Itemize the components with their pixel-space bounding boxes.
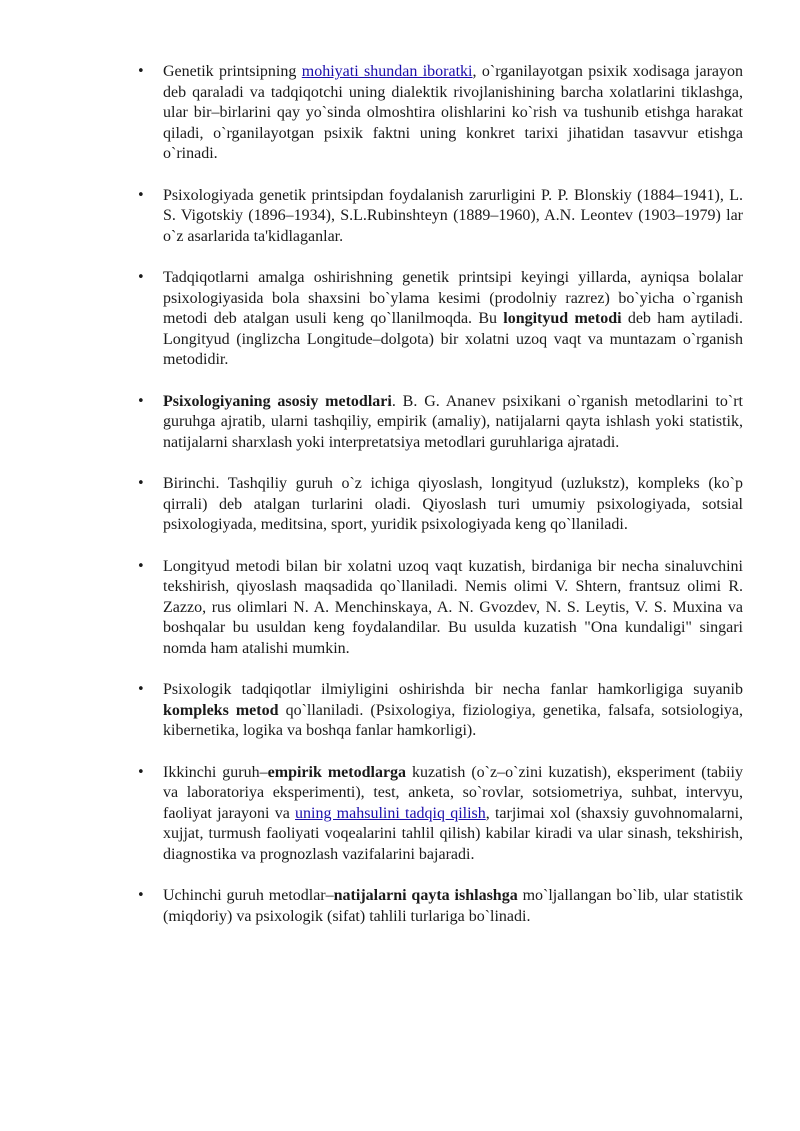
item-text: Ikkinchi guruh– [163, 763, 268, 781]
list-item-genetic-principle [163, 62, 743, 165]
bold-term: natijalarni qayta ishlashga [333, 887, 518, 904]
bold-term: empirik metodlarga [267, 763, 407, 781]
inline-link[interactable]: uning mahsulini tadqiq qilish [295, 804, 486, 822]
list-item-second-group [163, 763, 743, 866]
bold-term: longityud metodi [503, 310, 622, 327]
bold-term: kompleks metod [163, 701, 279, 719]
inline-link[interactable]: mohiyati shundan iboratki [301, 63, 473, 80]
item-text: , tarjimai xol (shaxsiy guvohnomalarni, xujjat, turmush faoliyati voqealarini tahlil qilish) kabilar kiradi va ular sinash, tekshirish, diagnostika va prognozlash vazifalarini bajaradi. [163, 804, 744, 863]
item-text: Tadqiqotlarni amalga oshirishning genetik printsipi keyingi yillarda, ayniqsa bolalar psixologiyasida bola shaxsini bo`ylama kesimi (prodolniy razrez) bo`yicha o`rganish metodi deb atalgan usuli keng qo`llanilmoqda. Bu [163, 269, 743, 327]
item-text: Psixologiyada genetik printsipdan foydalanish zarurligini P. P. Blonskiy (1884–1941), L. S. Vigotskiy (1896–1934), S.L.Rubinshteyn (1889–1960), A.N. Leontev (1903–1979) lar o`z asarlarida ta'kidlaganlar. [163, 186, 743, 245]
list-item-complex-method [163, 680, 743, 742]
list-item-third-group [163, 886, 743, 927]
item-text: , o`rganilayotgan psixik xodisaga jarayon deb qaraladi va tadqiqotchi uning dialektik rivojlanishining barcha xolatlarini tiklashga, ular bir–birlarini qay yo`sinda olmoshtira olishlarini ko`rish va tushunib etishga harakat qiladi, o`rganilayotgan psixik faktni uning konkret tarixi jihatidan tasavvur etishga o`rinadi. [163, 63, 743, 162]
list-item-longitude-usage [163, 557, 743, 660]
item-text: mo`ljallangan bo`lib, ular statistik (miqdoriy) va psixologik (sifat) tahlili turlariga bo`linadi. [163, 887, 743, 925]
list-item-first-group [163, 474, 743, 536]
item-text: Birinchi. Tashqiliy guruh o`z ichiga qiyoslash, longityud (uzlukstz), kompleks (ko`p qirrali) deb atalgan turlarini oladi. Qiyoslash turi umumiy psixologiyada, sotsial psixologiyada, meditsina, sport, yuridik psixologiyada keng qo`llaniladi. [163, 475, 743, 533]
document-page [0, 62, 800, 948]
list-item-main-methods [163, 392, 743, 454]
item-text: deb ham aytiladi. Longityud (inglizcha Longitude–dolgota) bir xolatni uzoq vaqt va muntazam o`rganish metodidir. [163, 310, 744, 368]
item-text: Psixologik tadqiqotlar ilmiyligini oshirishda bir necha fanlar hamkorligiga suyanib [163, 681, 743, 698]
item-text: Genetik printsipning [163, 63, 302, 80]
item-text: qo`llaniladi. (Psixologiya, fiziologiya, genetika, falsafa, sotsiologiya, kibernetika, logika va boshqa fanlar hamkorligi). [163, 701, 744, 739]
list-item-longitude-method [163, 268, 743, 371]
bold-term: Psixologiyaning asosiy metodlari [163, 392, 392, 410]
item-text: . B. G. Ananev psixikani o`rganish metodlarini to`rt guruhga ajratib, ularni tashqiliy, empirik (amaliy), natijalarni qayta ishlash yoki statistik, natijalarni sharxlash yoki interpretatsiya metodlari guruhlariga ajratadi. [163, 392, 743, 451]
bullet-list [0, 62, 800, 927]
list-item-genetic-usage [163, 186, 743, 248]
item-text: kuzatish (o`z–o`zini kuzatish), eksperiment (tabiiy va laboratoriya eksperimenti), test, anketa, so`rovlar, sotsiometriya, suhbat, intervyu, faoliyat jarayoni va [163, 763, 744, 822]
item-text: Uchinchi guruh metodlar– [163, 887, 334, 904]
item-text: Longityud metodi bilan bir xolatni uzoq vaqt kuzatish, birdaniga bir necha sinaluvchini tekshirish, qiyoslash maqsadida qo`llaniladi. Nemis olimi V. Shtern, frantsuz olimi R. Zazzo, rus olimlari N. A. Menchinskaya, A. N. Gvozdev, N. S. Leytis, V. S. Muxina va boshqalar bu usuldan keng foydalandilar. Bu usulda kuzatish "Ona kundaligi" singari nomda ham atalishi mumkin. [163, 557, 743, 657]
